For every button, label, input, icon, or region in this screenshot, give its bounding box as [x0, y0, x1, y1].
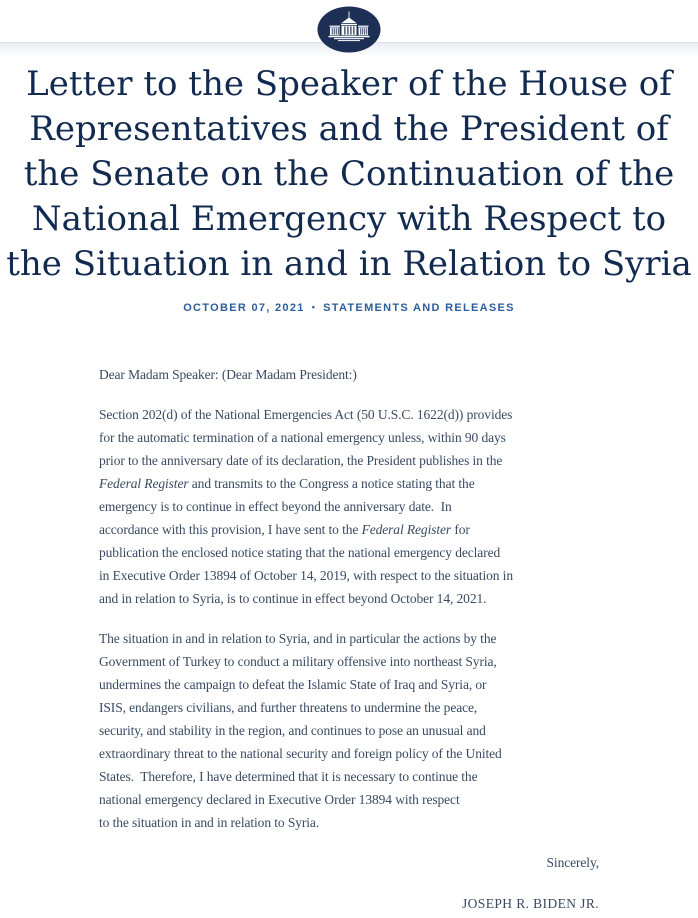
text-line: [99, 650, 599, 673]
text-segment: Representatives and the President of: [29, 109, 669, 149]
text-segment: publication the enclosed notice stating that the national emergency declared: [99, 545, 501, 560]
text-segment: emergency is to continue in effect beyond the anniversary date. In: [99, 499, 452, 514]
text-segment: National Emergency with Respect to: [31, 199, 667, 239]
text-line: [99, 403, 599, 426]
paragraph-1: [99, 403, 599, 610]
text-segment: in Executive Order 13894 of October 14, 2019, with respect to the situation in: [99, 568, 513, 583]
italic-text: Federal Register: [361, 522, 452, 537]
text-segment: extraordinary threat to the national security and foreign policy of the United: [99, 746, 502, 761]
text-line: [0, 152, 698, 197]
text-line: [99, 564, 599, 587]
text-segment: for: [451, 522, 470, 537]
text-segment: to the situation in and in relation to Syria.: [99, 815, 320, 830]
text-line: [99, 765, 599, 788]
article-date: OCTOBER 07, 2021: [183, 302, 305, 314]
article-meta: [0, 300, 698, 315]
article: [0, 62, 698, 915]
text-line: [0, 242, 698, 287]
paragraph-2: [99, 627, 599, 834]
signature-name: JOSEPH R. BIDEN JR.: [462, 896, 599, 911]
text-line: [99, 719, 599, 742]
text-line: [99, 696, 599, 719]
text-line: [99, 472, 599, 495]
meta-dot-separator: •: [311, 302, 317, 312]
whitehouse-logo-icon: [317, 6, 381, 53]
whitehouse-logo[interactable]: [317, 6, 381, 53]
text-segment: Section 202(d) of the National Emergencies Act (50 U.S.C. 1622(d)) provides: [99, 407, 513, 422]
text-line: [99, 673, 599, 696]
text-line: [99, 449, 599, 472]
text-line: [99, 627, 599, 650]
greeting: Dear Madam Speaker: (Dear Madam President:): [99, 367, 357, 382]
italic-text: Federal Register: [99, 476, 189, 491]
category-link[interactable]: STATEMENTS AND RELEASES: [323, 302, 515, 314]
text-segment: and in relation to Syria, is to continue in effect beyond October 14, 2021.: [99, 591, 487, 606]
text-line: [99, 518, 599, 541]
text-segment: the Senate on the Continuation of the: [23, 154, 675, 194]
text-segment: national emergency declared in Executive Order 13894 with respect: [99, 792, 460, 807]
letter-body: [99, 363, 599, 915]
text-segment: ISIS, endangers civilians, and further threatens to undermine the peace,: [99, 700, 478, 715]
text-segment: and transmits to the Congress a notice stating that the: [188, 476, 475, 491]
text-segment: undermines the campaign to defeat the Islamic State of Iraq and Syria, or: [99, 677, 487, 692]
text-line: [99, 587, 599, 610]
text-line: [99, 742, 599, 765]
text-segment: Government of Turkey to conduct a military offensive into northeast Syria,: [99, 654, 497, 669]
text-line: [99, 541, 599, 564]
text-line: [0, 197, 698, 242]
text-line: [99, 495, 599, 518]
text-segment: The situation in and in relation to Syria, and in particular the actions by the: [99, 631, 497, 646]
text-segment: prior to the anniversary date of its declaration, the President publishes in the: [99, 453, 503, 468]
text-segment: the Situation in and in Relation to Syria: [6, 244, 692, 284]
text-segment: security, and stability in the region, and continues to pose an unusual and: [99, 723, 486, 738]
page-title: [0, 62, 698, 287]
text-segment: for the automatic termination of a national emergency unless, within 90 days: [99, 430, 506, 445]
text-line: [99, 811, 599, 834]
text-segment: States. Therefore, I have determined that it is necessary to continue the: [99, 769, 478, 784]
text-line: [99, 426, 599, 449]
text-line: [0, 107, 698, 152]
closing: Sincerely,: [546, 855, 599, 870]
text-line: [99, 788, 599, 811]
text-segment: Letter to the Speaker of the House of: [26, 64, 672, 104]
text-segment: accordance with this provision, I have sent to the: [99, 522, 362, 537]
text-line: [0, 62, 698, 107]
